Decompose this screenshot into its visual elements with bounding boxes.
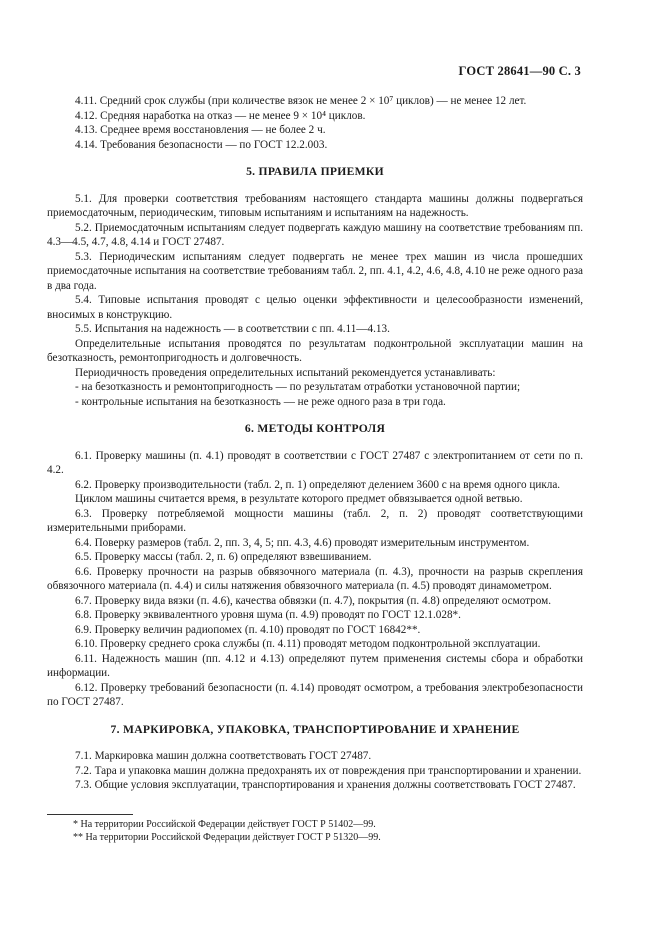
clause-5-5: 5.5. Испытания на надежность — в соответствии с пп. 4.11—4.13. [75,323,390,335]
clause-4-11: 4.11. Средний срок службы (при количестве вязок не менее 2 × 10⁷ циклов) — не менее 12 лет. [75,95,527,107]
clause-6-12: 6.12. Проверку требований безопасности (п. 4.14) проводят осмотром, а требования электробезопасности по ГОСТ 27487. [47,681,583,708]
section-6-heading: 6. МЕТОДЫ КОНТРОЛЯ [244,422,386,435]
clause-4-13: 4.13. Среднее время восстановления — не более 2 ч. [75,124,326,136]
running-header: ГОСТ 28641—90 С. 3 [458,64,581,78]
clause-7-3: 7.3. Общие условия эксплуатации, транспортирования и хранения должны соответствовать ГОСТ 27487. [75,779,576,791]
clause-6-2: 6.2. Проверку производительности (табл. 2, п. 1) определяют делением 3600 с на время одного цикла. [75,478,561,491]
clause-4-14: 4.14. Требования безопасности — по ГОСТ 12.2.003. [75,138,328,151]
clause-6-7: 6.7. Проверку вида вязки (п. 4.6), качества обвязки (п. 4.7), покрытия (п. 4.8) определяют осмотром. [75,594,552,607]
clause-5-4: 5.4. Типовые испытания проводят с целью оценки эффективности и целесообразности изменений, вносимых в конструкцию. [47,294,583,321]
clause-5-3: 5.3. Периодическим испытаниям следует подвергать не менее трех машин из числа прошедших приемосдаточные испытания на соответствие требованиям табл. 2, пп. 4.1, 4.2, 4.6, 4.8, 4.10 не реже одного раза в два года. [47,250,583,292]
footnote-divider [47,814,133,815]
clause-6-9: 6.9. Проверку величин радиопомех (п. 4.10) проводят по ГОСТ 16842**. [75,623,421,636]
section-7-heading: 7. МАРКИРОВКА, УПАКОВКА, ТРАНСПОРТИРОВАНИЕ И ХРАНЕНИЕ [110,722,520,736]
paragraph-cycle-definition: Циклом машины считается время, в результате которого предмет обвязывается одной ветвью. [75,493,523,505]
clause-6-8: 6.8. Проверку эквивалентного уровня шума (п. 4.9) проводят по ГОСТ 12.1.028*. [75,609,461,621]
clause-6-3: 6.3. Проверку потребляемой мощности машины (табл. 2, п. 2) проводят соответствующими измерительными приборами. [47,507,583,534]
clause-7-1: 7.1. Маркировка машин должна соответствовать ГОСТ 27487. [75,750,372,762]
clause-6-10: 6.10. Проверку среднего срока службы (п. 4.11) проводят методом подконтрольной эксплуатации. [75,638,541,650]
clause-6-5: 6.5. Проверку массы (табл. 2, п. 6) определяют взвешиванием. [75,551,372,563]
footnote-2: ** На территории Российской Федерации действует ГОСТ Р 51320—99. [73,831,381,843]
list-item: - контрольные испытания на безотказность — не реже одного раза в три года. [75,395,446,408]
clause-7-2: 7.2. Тара и упаковка машин должна предохранять их от повреждения при транспортировании и хранении. [75,764,582,777]
clause-6-4: 6.4. Поверку размеров (табл. 2, пп. 3, 4, 5; пп. 4.3, 4.6) проводят измерительным инструментом. [75,536,530,549]
clause-6-6: 6.6. Проверку прочности на разрыв обвязочного материала (п. 4.3), прочности на разрыв скрепления обвязочного материала (п. 4.4) и силы натяжения обвязочного материала (п. 4.5) проводят динамометром. [47,565,583,592]
document-body [47,94,583,793]
footnote-1: * На территории Российской Федерации действует ГОСТ Р 51402—99. [73,819,376,830]
footnotes [47,814,583,844]
clause-6-1: 6.1. Проверку машины (п. 4.1) проводят в соответствии с ГОСТ 27487 с электропитанием от сети по п. 4.2. [47,449,583,476]
clause-6-11: 6.11. Надежность машин (пп. 4.12 и 4.13) определяют путем применения системы сбора и обработки информации. [47,652,583,679]
clause-5-2: 5.2. Приемосдаточным испытаниям следует подвергать каждую машину на соответствие требованиям пп. 4.3—4.5, 4.7, 4.8, 4.14 и ГОСТ 27487. [47,221,583,248]
clause-4-12: 4.12. Средняя наработка на отказ — не менее 9 × 10⁴ циклов. [75,109,366,122]
paragraph-definitive-tests: Определительные испытания проводятся по результатам подконтрольной эксплуатации машин на безотказность, ремонтопригодность и долговечность. [47,337,583,364]
list-item: - на безотказность и ремонтопригодность — по результатам отработки установочной партии; [75,381,521,393]
clause-5-1: 5.1. Для проверки соответствия требованиям настоящего стандарта машины должны подвергаться приемосдаточным, периодическим, типовым испытаниям и испытаниям на надежность. [47,192,583,219]
paragraph-periodicity: Периодичность проведения определительных испытаний рекомендуется устанавливать: [75,366,496,379]
section-5-heading: 5. ПРАВИЛА ПРИЕМКИ [246,165,384,178]
